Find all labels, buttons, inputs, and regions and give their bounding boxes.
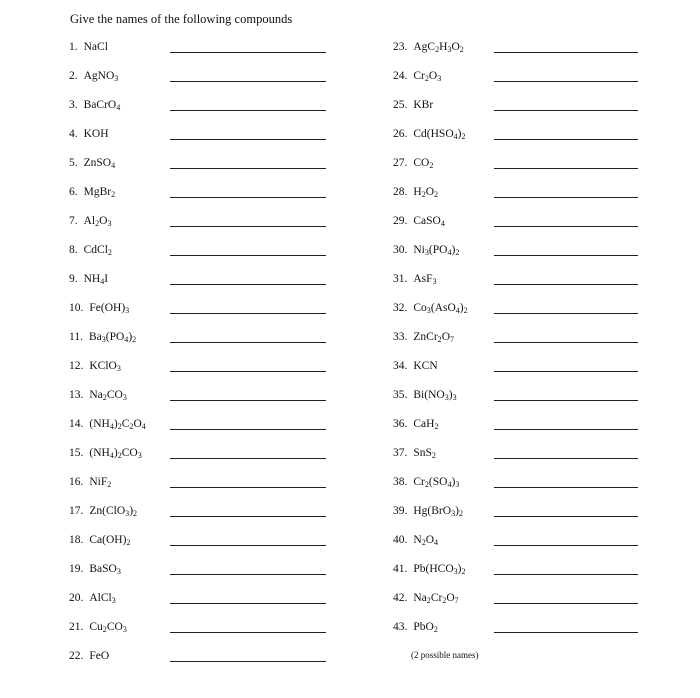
question-number: 26.: [393, 128, 408, 140]
question-38: [393, 473, 459, 491]
answer-line[interactable]: [170, 313, 326, 314]
question-number: 16.: [69, 476, 84, 488]
answer-line[interactable]: [170, 81, 326, 82]
chemical-formula: $Na_2Cr_2O_7$: [413, 592, 459, 605]
question-10: [69, 299, 129, 317]
question-number: 38.: [393, 476, 408, 488]
answer-line[interactable]: [494, 574, 638, 575]
question-number: 35.: [393, 389, 408, 401]
chemical-formula: $Ba_3(PO_4)_2$: [88, 331, 137, 344]
answer-line[interactable]: [494, 545, 638, 546]
answer-line[interactable]: [494, 197, 638, 198]
question-29: [393, 212, 445, 230]
chemical-formula: CdCl$_2$: [83, 244, 112, 257]
answer-line[interactable]: [170, 197, 326, 198]
question-23: [393, 38, 464, 56]
chemical-formula: $Al_2O_3$: [83, 215, 112, 228]
chemical-formula: PbO$_2$: [413, 621, 438, 634]
chemical-formula: KClO$_3$: [89, 360, 121, 373]
question-8: [69, 241, 112, 259]
chemical-formula: $NH_4I$: [83, 273, 109, 286]
question-17: [69, 502, 137, 520]
answer-line[interactable]: [170, 284, 326, 285]
answer-line[interactable]: [170, 342, 326, 343]
chemical-formula: CaH$_2$: [413, 418, 439, 431]
chemical-formula: $(NH_4)_2C_2O_4$: [89, 418, 146, 431]
question-number: 12.: [69, 360, 84, 372]
question-13: [69, 386, 127, 404]
question-11: [69, 328, 136, 346]
question-25: [393, 96, 433, 114]
chemical-formula: $Na_2CO_3$: [89, 389, 127, 402]
chemical-formula: BaCrO$_4$: [83, 99, 121, 112]
chemical-formula: FeO: [89, 650, 110, 662]
question-number: 9.: [69, 273, 78, 285]
question-number: 6.: [69, 186, 78, 198]
question-number: 8.: [69, 244, 78, 256]
answer-line[interactable]: [170, 545, 326, 546]
question-40: [393, 531, 438, 549]
answer-line[interactable]: [170, 52, 326, 53]
chemical-formula: $Hg(BrO_3)_2$: [413, 505, 463, 518]
question-number: 21.: [69, 621, 84, 633]
answer-line[interactable]: [494, 313, 638, 314]
chemical-formula: KBr: [413, 99, 434, 111]
question-number: 14.: [69, 418, 84, 430]
chemical-formula: $Fe(OH)_3$: [89, 302, 130, 315]
answer-line[interactable]: [494, 139, 638, 140]
question-number: 30.: [393, 244, 408, 256]
answer-line[interactable]: [494, 516, 638, 517]
answer-line[interactable]: [170, 574, 326, 575]
question-20: [69, 589, 116, 607]
question-number: 11.: [69, 331, 83, 343]
question-number: 7.: [69, 215, 78, 227]
question-39: [393, 502, 463, 520]
question-12: [69, 357, 121, 375]
question-34: [393, 357, 438, 375]
answer-line[interactable]: [494, 168, 638, 169]
question-number: 42.: [393, 592, 408, 604]
answer-line[interactable]: [494, 342, 638, 343]
answer-line[interactable]: [494, 400, 638, 401]
question-35: [393, 386, 457, 404]
chemical-formula: $Pb(HCO_3)_2$: [413, 563, 466, 576]
chemical-formula: KOH: [83, 128, 109, 140]
question-number: 34.: [393, 360, 408, 372]
question-number: 32.: [393, 302, 408, 314]
answer-line[interactable]: [494, 110, 638, 111]
chemical-formula: NaCl: [83, 41, 108, 53]
chemical-formula: $Cu_2CO_3$: [89, 621, 127, 634]
question-number: 28.: [393, 186, 408, 198]
answer-line[interactable]: [494, 284, 638, 285]
question-number: 41.: [393, 563, 408, 575]
answer-line[interactable]: [170, 661, 326, 662]
question-number: 13.: [69, 389, 84, 401]
question-21: [69, 618, 127, 636]
question-number: 33.: [393, 331, 408, 343]
question-number: 29.: [393, 215, 408, 227]
answer-line[interactable]: [170, 487, 326, 488]
chemical-formula: $CO_2$: [413, 157, 434, 170]
possible-names-note: (2 possible names): [411, 650, 479, 660]
question-number: 24.: [393, 70, 408, 82]
answer-line[interactable]: [494, 255, 638, 256]
question-28: [393, 183, 438, 201]
answer-line[interactable]: [170, 516, 326, 517]
question-14: [69, 415, 146, 433]
question-number: 1.: [69, 41, 78, 53]
question-1: [69, 38, 108, 56]
question-number: 15.: [69, 447, 84, 459]
answer-line[interactable]: [494, 603, 638, 604]
question-9: [69, 270, 108, 288]
chemical-formula: $Cd(HSO_4)_2$: [413, 128, 466, 141]
answer-line[interactable]: [170, 400, 326, 401]
question-30: [393, 241, 459, 259]
question-43: [393, 618, 438, 636]
answer-line[interactable]: [170, 371, 326, 372]
answer-line[interactable]: [494, 81, 638, 82]
chemical-formula: AgNO$_3$: [83, 70, 119, 83]
answer-line[interactable]: [494, 226, 638, 227]
chemical-formula: $Bi(NO_3)_3$: [413, 389, 457, 402]
question-7: [69, 212, 112, 230]
answer-line[interactable]: [494, 52, 638, 53]
answer-line[interactable]: [170, 168, 326, 169]
chemical-formula: NiF$_2$: [89, 476, 112, 489]
question-24: [393, 67, 441, 85]
chemical-formula: $ZnCr_2O_7$: [413, 331, 455, 344]
question-number: 3.: [69, 99, 78, 111]
question-number: 25.: [393, 99, 408, 111]
answer-line[interactable]: [170, 632, 326, 633]
chemical-formula: ZnSO$_4$: [83, 157, 116, 170]
question-number: 27.: [393, 157, 408, 169]
question-number: 22.: [69, 650, 84, 662]
answer-line[interactable]: [494, 371, 638, 372]
answer-line[interactable]: [170, 603, 326, 604]
chemical-formula: KCN: [413, 360, 438, 372]
chemical-formula: $N_2O_4$: [413, 534, 439, 547]
chemical-formula: $Co_3(AsO_4)_2$: [413, 302, 468, 315]
question-number: 39.: [393, 505, 408, 517]
chemical-formula: AsF$_3$: [413, 273, 437, 286]
question-number: 18.: [69, 534, 84, 546]
chemical-formula: $(NH_4)_2CO_3$: [89, 447, 142, 460]
question-6: [69, 183, 115, 201]
question-number: 31.: [393, 273, 408, 285]
answer-line[interactable]: [494, 487, 638, 488]
question-number: 23.: [393, 41, 408, 53]
answer-line[interactable]: [494, 429, 638, 430]
question-number: 37.: [393, 447, 408, 459]
question-2: [69, 67, 118, 85]
question-16: [69, 473, 111, 491]
question-26: [393, 125, 466, 143]
chemical-formula: CaSO$_4$: [413, 215, 445, 228]
question-number: 20.: [69, 592, 84, 604]
answer-line[interactable]: [494, 458, 638, 459]
answer-line[interactable]: [170, 226, 326, 227]
chemical-formula: MgBr$_2$: [83, 186, 116, 199]
answer-line[interactable]: [494, 632, 638, 633]
chemical-formula: $AgC_2H_3O_2$: [413, 41, 464, 54]
chemical-formula: $Cr_2O_3$: [413, 70, 442, 83]
question-18: [69, 531, 130, 549]
question-number: 40.: [393, 534, 408, 546]
answer-line[interactable]: [170, 110, 326, 111]
question-number: 17.: [69, 505, 84, 517]
chemical-formula: $Ca(OH)_2$: [89, 534, 131, 547]
question-4: [69, 125, 109, 143]
question-37: [393, 444, 436, 462]
question-41: [393, 560, 466, 578]
question-number: 36.: [393, 418, 408, 430]
question-number: 19.: [69, 563, 84, 575]
question-3: [69, 96, 120, 114]
chemical-formula: $Zn(ClO_3)_2$: [89, 505, 138, 518]
question-42: [393, 589, 459, 607]
question-number: 5.: [69, 157, 78, 169]
question-number: 10.: [69, 302, 84, 314]
question-15: [69, 444, 142, 462]
question-32: [393, 299, 468, 317]
answer-line[interactable]: [170, 458, 326, 459]
chemical-formula: $H_2O_2$: [413, 186, 439, 199]
question-31: [393, 270, 437, 288]
question-number: 4.: [69, 128, 78, 140]
worksheet-title: Give the names of the following compounds: [70, 12, 293, 26]
question-22: [69, 647, 109, 665]
chemical-formula: BaSO$_3$: [89, 563, 121, 576]
answer-line[interactable]: [170, 139, 326, 140]
chemical-formula: $Cr_2(SO_4)_3$: [413, 476, 460, 489]
chemical-formula: SnS$_2$: [413, 447, 436, 460]
question-5: [69, 154, 115, 172]
answer-line[interactable]: [170, 255, 326, 256]
answer-line[interactable]: [170, 429, 326, 430]
question-number: 2.: [69, 70, 78, 82]
chemical-formula: $Ni_3(PO_4)_2$: [413, 244, 460, 257]
chemical-formula: AlCl$_3$: [89, 592, 116, 605]
question-19: [69, 560, 121, 578]
question-36: [393, 415, 439, 433]
question-27: [393, 154, 433, 172]
question-33: [393, 328, 454, 346]
question-number: 43.: [393, 621, 408, 633]
